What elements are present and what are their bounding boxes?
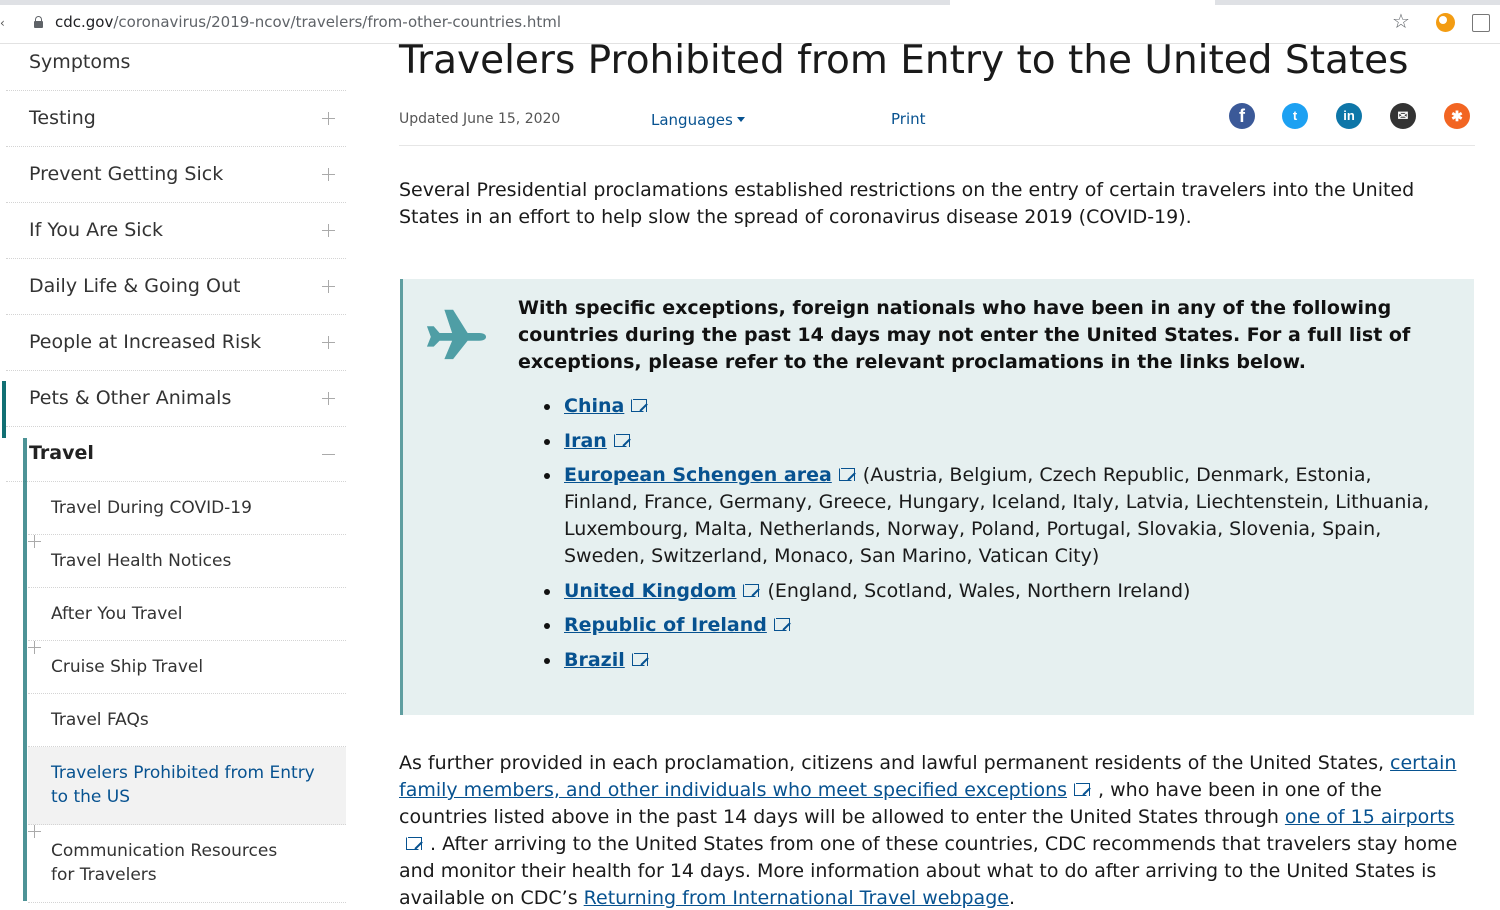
country-link-ireland[interactable]: Republic of Ireland [564,614,767,637]
extension-icon[interactable] [1436,13,1455,32]
external-link-icon[interactable] [406,835,422,851]
country-detail: (Austria, Belgium, Czech Republic, Denmark, Estonia, Finland, France, Germany, Greece, Hungary, Iceland, Italy, Latvia, Liechtenstein, Lithuania, Luxembourg, Malta, Netherlands, Norway, Poland, Portugal, Slovakia, Slovenia, Spain, Sweden, Switzerland, Monaco, San Marino, Vatican City) [564,464,1430,568]
paragraph-text: As further provided in each proclamation, citizens and lawful permanent residents of the United States, [399,752,1391,774]
list-item [543,393,1443,420]
sidebar-item-label: Daily Life & Going Out [29,275,241,297]
country-list [543,393,1443,682]
external-link-icon[interactable] [614,432,630,448]
linkedin-icon[interactable]: in [1336,103,1362,129]
updated-date: Updated June 15, 2020 [399,111,561,127]
languages-dropdown[interactable] [651,111,745,129]
exceptions-paragraph [399,750,1474,910]
print-link[interactable]: Print [891,110,926,128]
sidebar-item-label: People at Increased Risk [29,331,262,353]
sidebar-item-pets[interactable] [6,371,346,427]
external-link-icon[interactable] [631,397,647,413]
paragraph-text: , who have been in one of the countries listed above in the past 14 days will be allowed to enter the United States through [399,779,1382,828]
paragraph-text: . [1008,887,1015,909]
expand-plus-icon[interactable] [322,224,335,237]
sidebar-item-symptoms[interactable] [6,44,346,91]
airplane-icon [425,305,487,361]
list-item [543,428,1443,455]
callout-lead-text: With specific exceptions, foreign nationals who have been in any of the following countries during the past 14 days may not enter the United States. For a full list of exceptions, please refer to the relevant proclamations in the links below. [518,297,1411,373]
facebook-icon[interactable]: f [1229,103,1255,129]
bookmark-star-icon[interactable]: ☆ [1392,9,1410,33]
subnav-indicator [23,438,27,901]
extension-icon-2[interactable] [1472,14,1490,32]
sidebar-item-people-at-increased-risk[interactable] [6,315,346,371]
collapse-minus-icon[interactable] [322,448,335,461]
list-item [543,612,1443,639]
sidebar-subitem-cruise-ship-travel[interactable] [28,641,346,694]
external-link-icon[interactable] [743,582,759,598]
sidebar-item-label: Prevent Getting Sick [29,163,224,185]
languages-label: Languages [651,111,733,129]
sidebar-item-label: Pets & Other Animals [29,387,232,409]
sidebar-subitem-travel-during-covid[interactable] [28,482,346,535]
expand-plus-icon[interactable] [322,112,335,125]
sidebar-subitem-communication-resources[interactable] [28,825,346,903]
airports-link[interactable]: one of 15 airports [1284,806,1455,828]
sidebar-subitem-travel-faqs[interactable] [28,694,346,747]
expand-plus-icon[interactable] [322,280,335,293]
country-link-iran[interactable]: Iran [564,429,607,452]
sidebar-item-label: If You Are Sick [29,219,164,241]
paragraph-text: . After arriving to the United States from one of these countries, CDC recommends that travelers stay home and monitor their health for 14 days. More information about what to do after arriving to the United States is available on CDC’s [399,833,1458,909]
tab-strip [0,0,1500,5]
external-link-icon[interactable] [632,651,648,667]
sidebar-item-label: Travel [29,442,94,464]
url-text[interactable]: cdc.gov/coronavirus/2019-ncov/travelers/from-other-countries.html [55,13,562,31]
sidebar-subitem-label: Travel During COVID-19 [51,498,252,518]
sidebar-subitem-travel-health-notices[interactable] [28,535,346,588]
callout-box [400,279,1474,715]
twitter-icon[interactable]: t [1282,103,1308,129]
external-link-icon[interactable] [774,616,790,632]
expand-plus-icon[interactable] [322,168,335,181]
country-link-brazil[interactable]: Brazil [564,648,625,671]
email-icon[interactable]: ✉ [1390,103,1416,129]
intro-paragraph: Several Presidential proclamations established restrictions on the entry of certain travelers into the United States in an effort to help slow the spread of coronavirus disease 2019 (COVID-19). [399,179,1415,228]
external-link-icon[interactable] [839,466,855,482]
expand-plus-icon[interactable] [322,336,335,349]
page-title: Travelers Prohibited from Entry to the United States [399,38,1409,83]
sidebar-item-testing[interactable] [6,91,346,147]
sidebar-item-travel[interactable] [6,427,346,482]
list-item [543,462,1443,570]
sidebar-item-if-you-are-sick[interactable] [6,203,346,259]
external-link-icon[interactable] [1074,781,1090,797]
sidebar-subitem-label: Travel Health Notices [51,551,232,571]
syndicate-icon[interactable]: ✱ [1444,103,1470,129]
expand-plus-icon[interactable] [322,392,335,405]
sidebar-subitem-label: Travelers Prohibited from Entry to the US [51,763,315,807]
caret-down-icon [737,117,745,122]
list-item [543,578,1443,605]
lock-icon [34,16,43,28]
page-meta-row [399,96,1475,146]
country-link-schengen[interactable]: European Schengen area [564,464,832,487]
country-link-china[interactable]: China [564,395,625,417]
sidebar-subitem-label: Travel FAQs [51,710,149,730]
sidebar-item-prevent-getting-sick[interactable] [6,147,346,203]
exceptions-link[interactable]: certain family members, and other individuals who meet specified exceptions [399,752,1457,801]
sidebar-subitem-travelers-prohibited[interactable] [28,747,346,825]
sidebar-subitem-after-you-travel[interactable] [28,588,346,641]
list-item [543,647,1443,674]
returning-travel-link[interactable]: Returning from International Travel webpage [583,887,1009,909]
country-detail: (England, Scotland, Wales, Northern Ireland) [767,579,1191,602]
sidebar-item-label: Testing [29,107,96,129]
sidebar-item-label: Symptoms [29,51,131,73]
country-link-uk[interactable]: United Kingdom [564,579,737,602]
sidebar-subitem-label: Communication Resources for Travelers [51,841,278,885]
sidebar-subitem-label: After You Travel [51,604,183,624]
sidebar-subitem-label: Cruise Ship Travel [51,657,204,677]
back-edge-icon: ‹ [0,16,5,30]
sidebar-item-daily-life[interactable] [6,259,346,315]
